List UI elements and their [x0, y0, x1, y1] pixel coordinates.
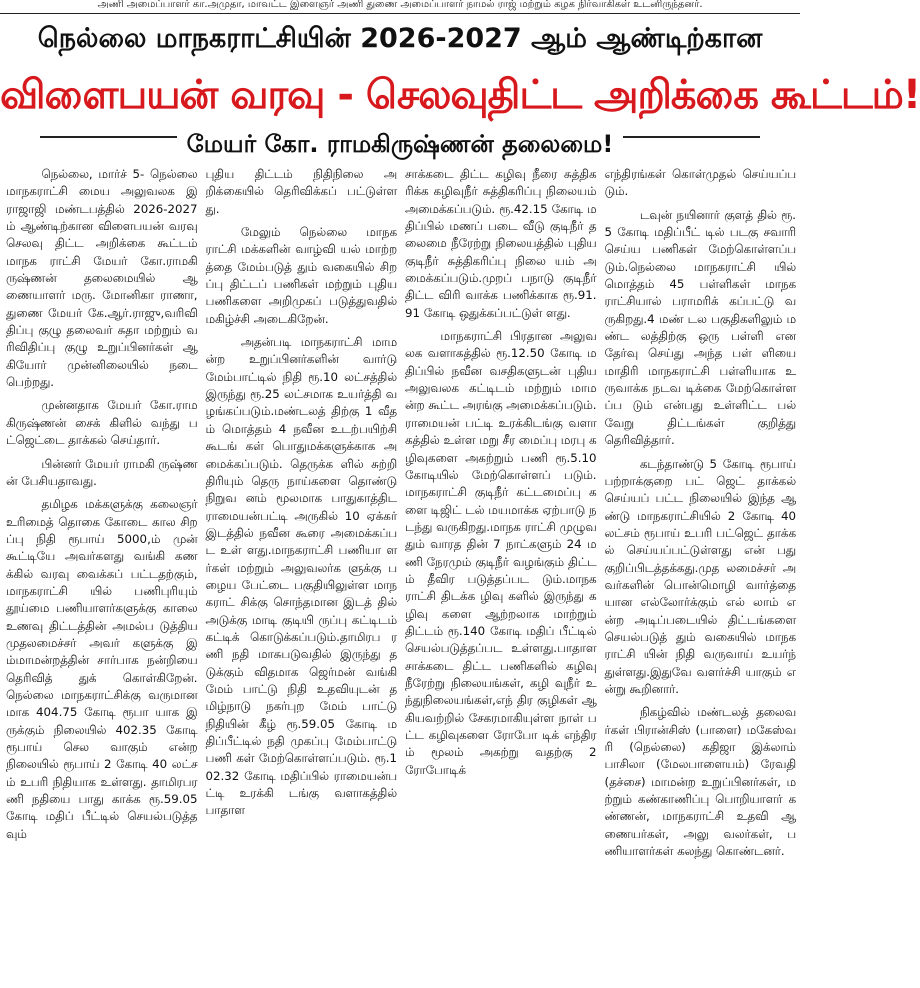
article-column-4 [605, 166, 797, 984]
paragraph: மாநகராட்சி பிரதான அலுவலக வளாகத்தில் ரூ.12.50 கோடி மதிப்பில் நவீன வசதிகளுடன் புதிய அலுவலக கட்டிடம் மற்றும் மாமன்ற கூட்ட அரங்கு அமைக்கப்படும்.ராமையன் பட்டி உரக்கிடங்கு வளா கத்தில் உள்ள மறு சீர மைப்பு மரபு கழிவுகளை அகற்றும் பணி ரூ.5.10 கோடியில் மேற்கொள்ளப் படும். மாநகராட்சி குடிநீர் கட்டமைப்பு களை டிஜிட் டல் மயமாக்க ஏற்பாடு நடந்து வருகிறது.மாநக ராட்சி முழுவதும் வாரத தின் 7 நாட்களும் 24 மணி நேரமும் குடிநீர் வழங்கும் திட்டம் தீவிர படுத்தப்பட டும்.மாநகராட்சி திடக்க ழிவு களில் இருந்து கழிவு களை ஆற்றலாக மாற்றும் திட்டம் ரூ.140 கோடி மதிப் பீட்டில் செயல்படுத்தப்பட உள்ளது.பாதாள சாக்கடை திட்ட பணிகளில் கழிவு நீரேற்று நிலையங்கள், கழி வுநீர் உந்துநிலையங்கள்,எந் திர குழிகள் ஆகியவற்றில் சேகரமாகியுள்ள நாள் பட்ட கழிவுகளை ரோபோ டிக் எந்திரம் மூலம் அகற்று வதற்கு 2 ரோபோடிக் [405, 329, 597, 777]
paragraph: கடந்தாண்டு 5 கோடி ரூபாய் பற்றாக்குறை பட் ஜெட் தாக்கல் செய்யப் பட்ட நிலையில் இந்த ஆண்டு மாநகராட்சியில் 2 கோடி 40 லட்சம் ரூபாய் உபரி பட்ஜெட் தாக்கல் செய்யப்பட்டுள்ளது என் பது குறிப்பிடத்தக்கது.முத லமைச்சர் அவர்களின் பொன்மொழி வார்த்தை யான எல்லோர்க்கும் எல் லாம் என்ற அடிப்படையில் திட்டங்களை செயல்படுத் தும் வகையில் மாநகராட்சி யின் நிதி வருவாய் உயர்ந் துள்ளது.இதுவே வளர்ச்சி யாகும் என்று கூறினார். [604, 456, 796, 696]
article-column-1 [6, 166, 198, 984]
paragraph: அதன்படி மாநகராட்சி மாமன்ற உறுப்பினர்களின் வார்டு மேம்பாட்டில் நிதி ரூ.10 லட்சத்தில் இருந்து ரூ.25 லட்சமாக உயர்த்தி வழங்கப்படும்.மண்டலத் திற்கு 1 வீதம் மொத்தம் 4 நவீன உடற்பயிற்சி கூடங் கள் பொதுமக்களுக்காக அமைக்கப்படும். தெருக்க ளில் சுற்றி திரியும் தெரு நாய்களை தொண்டு நிறுவ னம் மூலமாக பாதுகாத்திட ராமையன்பட்டி அருகில் 10 ஏக்கர் இடத்தில் நவீன கூரை அமைக்கப்பட உள் ளது.மாநகராட்சி பணியா ளர்கள் மற்றும் அலுவலர்க ளுக்கு பழைய பேட்டை பகுதியிலுள்ள மாநகராட் சிக்கு சொந்தமான இடத் தில் அடுக்கு மாடி குடியி ருப்பு கட்டிடம் கட்டிக் கொடுக்கப்படும்.தாமிரப ரணி நதி மாசுபடுவதில் இருந்து தடுக்கும் விதமாக ஜெர்மன் வங்கி மேம் பாட்டு நிதி உதவியுடன் தமிழ்நாடு நகர்புற மேம் பாட்டு நிதியின் கீழ் ரூ.59.05 கோடி மதிப்பீட்டில் நதி முகப்பு மேம்பாட்டு பணி கள் மேற்கொள்ளப்படும். ரூ.102.32 கோடி மதிப்பில் ராமையன்பட்டி உரக்கி டங்கு வளாகத்தில் பாதாள [205, 335, 397, 818]
paragraph: நிகழ்வில் மண்டலத் தலைவர்கள் பிரான்சிஸ் (பாளை) மகேஸ்வரி (நெல்லை) கதிஜா இக்லாம் பாசிலா (மேலபாளையம்) ரேவதி (தச்சை) மாமன்ற உறுப்பினர்கள், மற்றும் கண்காணிப்பு பொறியாளர் கண்ணன், மாநகராட்சி உதவி ஆணையர்கள், அலு வலர்கள், பணியாளர்கள் கலந்து கொண்டனர். [604, 705, 796, 859]
paragraph: தமிழக மக்களுக்கு கலைஞர் உரிமைத் தொகை கோடை கால சிறப்பு நிதி ரூபாய் 5000,ம் முன் கூட்டியே அவர்களது வங்கி கணக்கில் வரவு வைக்கப் பட்டதற்கும், மாநகராட்சி யில் பணிபுரியும் தூய்மை பணியாளர்களுக்கு காலை உணவு திட்டத்தின் அமல்ப டுத்திய முதலமைச்சர் அவர் களுக்கு இம்மாமன்றத்தின் சார்பாக நன்றியை தெரிவித் துக் கொள்கிறேன். நெல்லை மாநகராட்சிக்கு வருமான மாக 404.75 கோடி ரூபா யாக இருக்கும் நிலையில் 402.35 கோடி ரூபாய் செல வாகும் என்ற நிலையில் ரூபாய் 2 கோடி 40 லட்சம் உபரி நிதியாக உள்ளது. தாமிரபரணி நதியை பாது காக்க ரூ.59.05 கோடி மதிப் பீட்டில் செயல்படுத்தவும் [6, 497, 198, 841]
article-headline: விளைபயன் வரவு - செலவுதிட்ட அறிக்கை கூட்டம்! [0, 72, 920, 118]
paragraph: மேலும் நெல்லை மாநக ராட்சி மக்களின் வாழ்வி யல் மாற்றத்தை மேம்படுத் தும் வகையில் சிறப்பு திட்டப் பணிகள் மற்றும் புதிய பணிகளை அறிமுகப் படுத்துவதில் மகிழ்ச்சி அடைகிறேன். [205, 225, 397, 326]
article-column-3 [405, 166, 597, 984]
previous-article-caption-strip [0, 0, 800, 14]
paragraph: புதிய திட்டம் நிதிநிலை அறிக்கையில் தெரிவிக்கப் பட்டுள்ளது. [205, 167, 397, 216]
previous-article-caption: அணி அமைப்பாளர் கா.அமுதா, மாவட்ட இளைஞர் அணி துணை அமைப்பாளர் நாமல் ராஜ் மற்றும் கழக நிர்வாகிகள் உடனிருந்தனர். [97, 0, 703, 10]
paragraph: எந்திரங்கள் கொள்முதல் செய்யப்படும். [604, 167, 796, 199]
paragraph: பின்னர் மேயர் ராமகி ருஷ்ணன் பேசியதாவது. [6, 456, 198, 488]
article-column-2 [206, 166, 398, 984]
paragraph: டவுன் நயினார் குளத் தில் ரூ.5 கோடி மதிப்பீட் டில் படகு சவாரி செய்ய பணிகள் மேற்கொள்ளப்ப டும்.நெல்லை மாநகராட்சி யில் மொத்தம் 45 பள்ளிகள் மாநகராட்சியால் பராமரிக் கப்பட்டு வருகிறது.4 மண் டல பகுதிகளிலும் மண்ட லத்திற்கு ஒரு பள்ளி என தேர்வு செய்து அந்த பள் ளியை மாதிரி மாநகராட்சி பள்ளியாக உருவாக்க நடவ டிக்கை மேற்கொள்ளப்ப டும் என்பது உள்ளிட்ட பல் வேறு திட்டங்கள் குறித்து தெரிவித்தார். [604, 207, 796, 448]
article-subheadline [0, 124, 800, 164]
paragraph: நெல்லை, மார்ச் 5- நெல்லை மாநகராட்சி மைய அலுவலக இராஜாஜி மண்டபத்தில் 2026-2027 ம் ஆண்டிற்கான விளைபயன் வரவு செலவு திட்ட அறிக்கை கூட்டம் மாநக ராட்சி மேயர் கோ.ராமகி ருஷ்ணன் தலைமையில் ஆணையாளர் மரு. மோனிகா ராணா, துணை மேயர் கே.ஆர்.ராஜு,வரிவி திப்பு குழு தலைவர் சுதா மற்றும் வரிவிதிப்பு குழு உறுப்பினர்கள் ஆகியோர் முன்னிலையில் நடை பெற்றது. [6, 167, 198, 390]
article-body [6, 166, 796, 984]
article-subheadline-text: மேயர் கோ. ராமகிருஷ்ணன் தலைமை! [177, 130, 624, 158]
article-kicker: நெல்லை மாநகராட்சியின் 2026-2027 ஆம் ஆண்டிற்கான [37, 23, 763, 54]
paragraph: சாக்கடை திட்ட கழிவு நீரை சுத்திகரிக்க கழிவுநீர் சுத்திகரிப்பு நிலையம் அமைக்கப்படும். ரூ.42.15 கோடி மதிப்பில் மணப் படை வீடு குடிநீர் தலைமை நீரேற்று நிலையத்தில் புதிய குடிநீர் சுத்திகரிப்பு நிலை யம் அமைக்கப்படும்.முறப் பநாடு குடிநீர் திட்ட விரி வாக்க பணிக்காக ரூ.91.91 கோடி ஒதுக்கப்பட்டுள் ளது. [405, 167, 597, 320]
paragraph: முன்னதாக மேயர் கோ.ராமகிருஷ்ணன் சைக் கிளில் வந்து பட்ஜெட்டை தாக்கல் செய்தார். [6, 398, 198, 448]
